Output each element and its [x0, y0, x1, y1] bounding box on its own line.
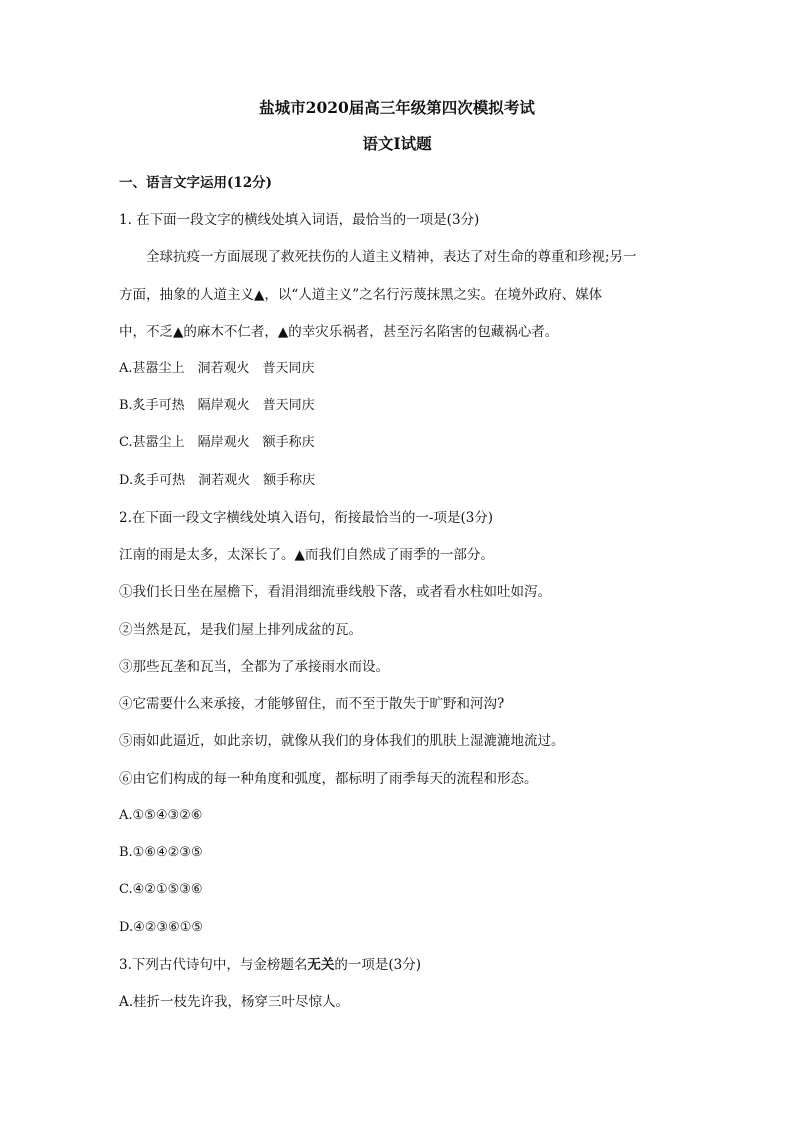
question-2-sentence-1: ①我们长日坐在屋檐下，看涓涓细流垂线般下落，或者看水柱如吐如泻。 — [119, 584, 551, 600]
question-2-option-d: D.④②③⑥①⑤ — [119, 920, 204, 935]
question-1-passage-line-1: 全球抗疫一方面展现了救死扶伤的人道主义精神，表达了对生命的尊重和珍视;另一 — [146, 249, 637, 265]
question-2-option-c: C.④②①⑤③⑥ — [119, 882, 203, 897]
exam-subtitle: 语文Ⅰ试题 — [362, 134, 432, 153]
question-1-stem: 1. 在下面一段文字的横线处填入词语，最恰当的一项是(3分) — [119, 212, 480, 228]
question-2-option-a: A.①⑤④③②⑥ — [119, 808, 203, 823]
question-2-sentence-2: ②当然是瓦，是我们屋上排列成盆的瓦。 — [119, 622, 362, 638]
question-3-stem-start: 3.下列古代诗句中，与金榜题名 — [119, 957, 308, 973]
section-heading: 一、语言文字运用(12分) — [119, 175, 273, 191]
question-1-passage-line-3: 中，不乏▲的麻木不仁者，▲的幸灾乐祸者，甚至污名陷害的包藏祸心者。 — [119, 324, 559, 340]
question-1-passage-line-2: 方面，抽象的人道主义▲，以“人道主义”之名行污蔑抹黑之实。在境外政府、媒体 — [119, 287, 603, 303]
question-1-option-b: B.炙手可热 隔岸观火 普天同庆 — [119, 398, 315, 413]
exam-title: 盐城市2020届高三年级第四次模拟考试 — [259, 98, 535, 117]
question-2-option-b: B.①⑥④②③⑤ — [119, 845, 203, 860]
question-2-sentence-6: ⑥由它们构成的每一种角度和弧度，都标明了雨季每天的流程和形态。 — [119, 771, 538, 787]
question-1-option-d: D.炙手可热 洞若观火 额手称庆 — [119, 473, 316, 488]
question-1-option-a: A.甚嚣尘上 洞若观火 普天同庆 — [119, 361, 315, 376]
question-3-emphasis: 无关 — [307, 957, 335, 973]
question-3-option-a: A.桂折一枝先许我，杨穿三叶尽惊人。 — [119, 994, 350, 1010]
question-2-sentence-4: ④它需要什么来承接，才能够留住，而不至于散失于旷野和河沟? — [119, 696, 505, 712]
question-2-sentence-5: ⑤雨如此逼近，如此亲切，就像从我们的身体我们的肌肤上湿漉漉地流过。 — [119, 733, 565, 749]
question-2-sentence-3: ③那些瓦垄和瓦当，全都为了承接雨水而设。 — [119, 659, 389, 675]
question-2-stem: 2.在下面一段文字横线处填入语句，衔接最恰当的一-项是(3分) — [119, 510, 494, 526]
question-3-stem — [119, 956, 421, 974]
question-3-stem-end: 的一项是(3分) — [334, 957, 422, 973]
question-2-lead-text: 江南的雨是太多，太深长了。▲而我们自然成了雨季的一部分。 — [119, 547, 494, 563]
question-1-option-c: C.甚嚣尘上 隔岸观火 额手称庆 — [119, 435, 315, 450]
